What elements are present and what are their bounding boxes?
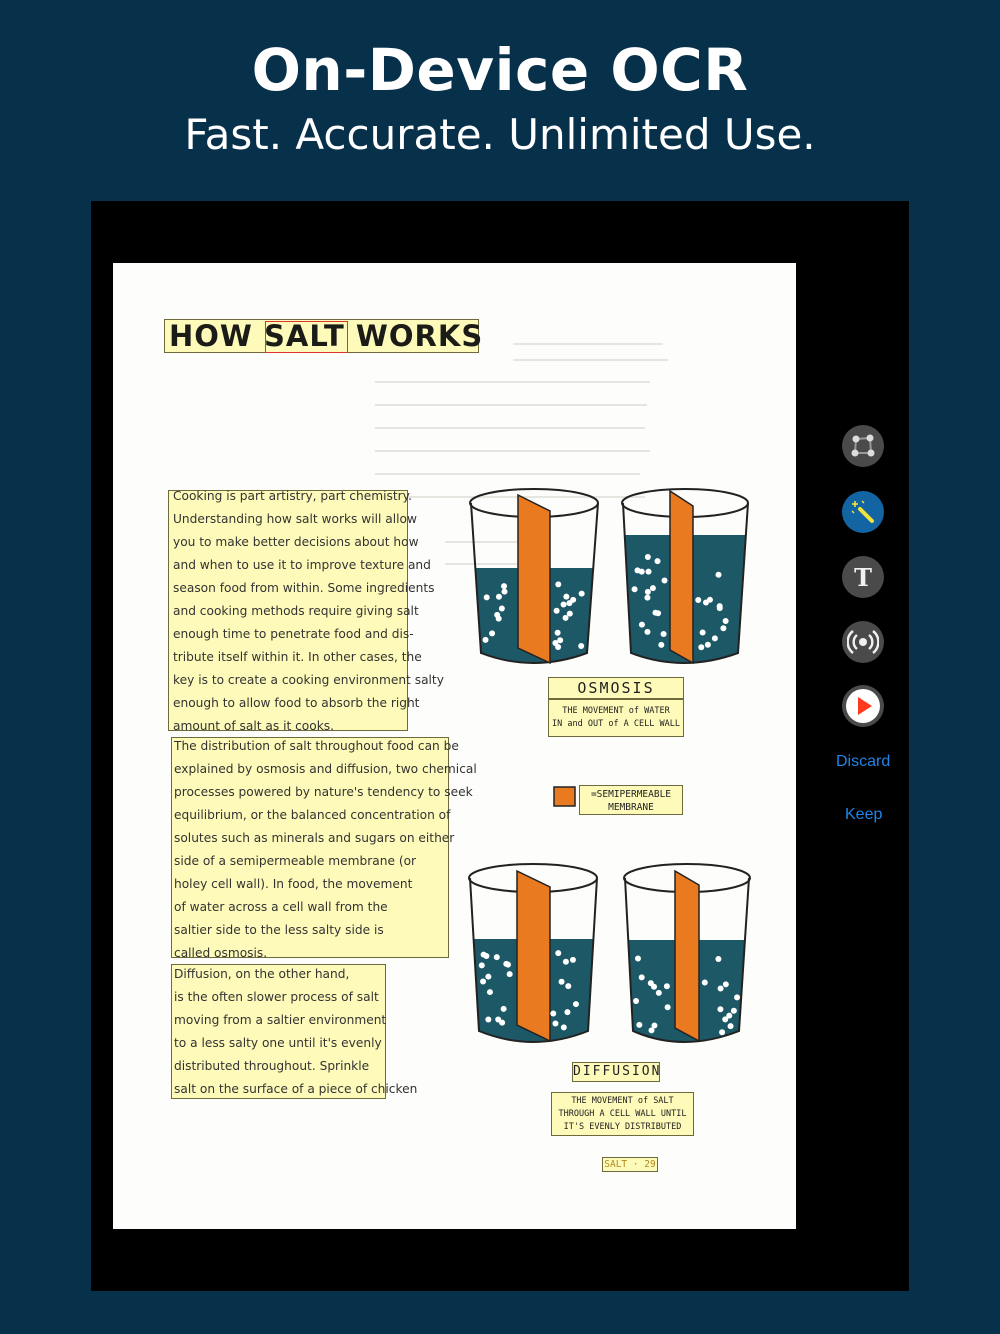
headline: On-Device OCR: [251, 36, 749, 104]
particle-dot: [698, 644, 704, 650]
particle-dot: [661, 631, 667, 637]
particle-dot: [635, 955, 641, 961]
text-line: to a less salty one until it's evenly: [174, 1036, 382, 1050]
text-line: called osmosis.: [174, 946, 268, 960]
particle-dot: [662, 577, 668, 583]
text-line: key is to create a cooking environment salty: [173, 673, 444, 687]
text-line: enough time to penetrate food and dis-: [173, 627, 414, 641]
particle-dot: [703, 600, 709, 606]
particle-dot: [499, 606, 505, 612]
particle-dot: [718, 986, 724, 992]
osmosis-label[interactable]: OSMOSIS: [548, 677, 684, 699]
crop-tool-button[interactable]: [842, 425, 884, 467]
membrane-label-line-1: =SEMIPERMEABLE: [590, 789, 672, 800]
particle-dot: [646, 569, 652, 575]
text-tool-button[interactable]: [842, 556, 884, 598]
particle-dot: [656, 990, 662, 996]
particle-dot: [731, 1008, 737, 1014]
particle-dot: [559, 979, 565, 985]
text-line: distributed throughout. Sprinkle: [174, 1059, 370, 1073]
particle-dot: [723, 618, 729, 624]
particle-dot: [566, 600, 572, 606]
particle-dot: [632, 586, 638, 592]
particle-dot: [712, 635, 718, 641]
particle-dot: [481, 952, 487, 958]
particle-dot: [726, 1013, 732, 1019]
text-line: saltier side to the less salty side is: [174, 923, 384, 937]
particle-dot: [552, 1020, 558, 1026]
diffusion-label[interactable]: DIFFUSION: [572, 1062, 660, 1082]
particle-dot: [487, 989, 493, 995]
text-line: season food from within. Some ingredients: [173, 581, 435, 595]
particle-dot: [495, 1016, 501, 1022]
particle-dot: [555, 630, 561, 636]
particle-dot: [557, 637, 563, 643]
text-line: amount of salt as it cooks.: [173, 719, 335, 733]
particle-dot: [494, 954, 500, 960]
particle-dot: [636, 1022, 642, 1028]
text-line: Cooking is part artistry, part chemistry.: [173, 489, 412, 503]
text-line: equilibrium, or the balanced concentration of: [174, 808, 451, 822]
particle-dot: [485, 974, 491, 980]
particle-dot: [484, 594, 490, 600]
particle-dot: [501, 1006, 507, 1012]
particle-dot: [717, 1006, 723, 1012]
text-line: side of a semipermeable membrane (or: [174, 854, 417, 868]
particle-dot: [639, 622, 645, 628]
particle-dot: [651, 984, 657, 990]
particle-dot: [564, 1009, 570, 1015]
text-line: Diffusion, on the other hand,: [174, 967, 350, 981]
particle-dot: [715, 956, 721, 962]
membrane-label-line-2: MEMBRANE: [608, 802, 654, 813]
text-line: is the often slower process of salt: [174, 990, 379, 1004]
particle-dot: [555, 950, 561, 956]
text-line: processes powered by nature's tendency to seek: [174, 785, 473, 799]
particle-dot: [720, 625, 726, 631]
particle-dot: [734, 994, 740, 1000]
particle-dot: [649, 1027, 655, 1033]
beakers-illustration: [113, 263, 796, 1229]
text-line: tribute itself within it. In other cases, the: [173, 650, 422, 664]
particle-dot: [702, 980, 708, 986]
particle-dot: [665, 1004, 671, 1010]
particle-dot: [728, 1023, 734, 1029]
osmosis-caption-line-1: THE MOVEMENT of WATER: [562, 706, 670, 716]
particle-dot: [578, 643, 584, 649]
enhance-tool-button[interactable]: [842, 491, 884, 533]
discard-button[interactable]: Discard: [836, 753, 891, 770]
particle-dot: [717, 605, 723, 611]
particle-dot: [507, 971, 513, 977]
particle-dot: [716, 572, 722, 578]
particle-dot: [639, 569, 645, 575]
text-line: salt on the surface of a piece of chicken: [174, 1082, 418, 1096]
magic-wand-icon: [849, 498, 877, 526]
particle-dot: [503, 961, 509, 967]
particle-dot: [485, 1016, 491, 1022]
diffusion-caption-line-3: IT'S EVENLY DISTRIBUTED: [563, 1122, 682, 1132]
osmosis-caption-line-2: IN and OUT of A CELL WALL: [552, 719, 680, 729]
diffusion-caption-line-2: THROUGH A CELL WALL UNTIL: [558, 1109, 687, 1119]
particle-dot: [644, 629, 650, 635]
crop-corners-icon: [850, 433, 876, 459]
membrane-label[interactable]: [579, 785, 683, 815]
text-line: explained by osmosis and diffusion, two chemical: [174, 762, 477, 776]
page-number[interactable]: SALT · 29: [602, 1157, 658, 1172]
particle-dot: [650, 585, 656, 591]
particle-dot: [658, 642, 664, 648]
particle-dot: [655, 558, 661, 564]
text-line: Understanding how salt works will allow: [173, 512, 417, 526]
particle-dot: [496, 594, 502, 600]
text-line: solutes such as minerals and sugars on either: [174, 831, 455, 845]
particle-dot: [561, 1024, 567, 1030]
text-line: you to make better decisions about how: [173, 535, 419, 549]
particle-dot: [579, 591, 585, 597]
particle-dot: [494, 612, 500, 618]
particle-dot: [664, 983, 670, 989]
broadcast-icon: [847, 628, 879, 656]
text-line: and when to use it to improve texture and: [173, 558, 431, 572]
text-line: and cooking methods require giving salt: [173, 604, 419, 618]
particle-dot: [554, 608, 560, 614]
text-line: holey cell wall). In food, the movement: [174, 877, 413, 891]
particle-dot: [563, 615, 569, 621]
subline: Fast. Accurate. Unlimited Use.: [184, 110, 816, 159]
play-icon: [845, 688, 881, 724]
scanned-page: [113, 263, 796, 1229]
particle-dot: [644, 595, 650, 601]
text-line: enough to allow food to absorb the right: [173, 696, 420, 710]
particle-dot: [695, 597, 701, 603]
particle-dot: [700, 629, 706, 635]
particle-dot: [723, 981, 729, 987]
text-line: The distribution of salt throughout food can be: [174, 739, 459, 753]
speak-tool-button[interactable]: [842, 621, 884, 663]
particle-dot: [567, 611, 573, 617]
particle-dot: [565, 983, 571, 989]
particle-dot: [480, 978, 486, 984]
particle-dot: [645, 589, 651, 595]
keep-button[interactable]: Keep: [845, 806, 883, 823]
particle-dot: [483, 637, 489, 643]
particle-dot: [550, 1011, 556, 1017]
particle-dot: [719, 1029, 725, 1035]
particle-dot: [573, 1001, 579, 1007]
text-line: moving from a saltier environment: [174, 1013, 387, 1027]
particle-dot: [563, 594, 569, 600]
particle-dot: [502, 589, 508, 595]
particle-dot: [561, 601, 567, 607]
diffusion-caption[interactable]: [551, 1092, 694, 1136]
page-title: HOW SALT WORKS: [169, 319, 484, 353]
particle-dot: [489, 630, 495, 636]
particle-dot: [633, 998, 639, 1004]
particle-dot: [563, 959, 569, 965]
play-tool-button[interactable]: [842, 685, 884, 727]
particle-dot: [652, 610, 658, 616]
particle-dot: [570, 957, 576, 963]
text-line: of water across a cell wall from the: [174, 900, 388, 914]
text-t-icon: [850, 564, 876, 590]
particle-dot: [705, 642, 711, 648]
particle-dot: [555, 581, 561, 587]
osmosis-caption[interactable]: [548, 699, 684, 737]
particle-dot: [479, 962, 485, 968]
particle-dot: [645, 554, 651, 560]
diffusion-caption-line-1: THE MOVEMENT of SALT: [571, 1096, 674, 1106]
particle-dot: [639, 974, 645, 980]
svg-text:T: T: [854, 564, 872, 590]
particle-dot: [501, 583, 507, 589]
